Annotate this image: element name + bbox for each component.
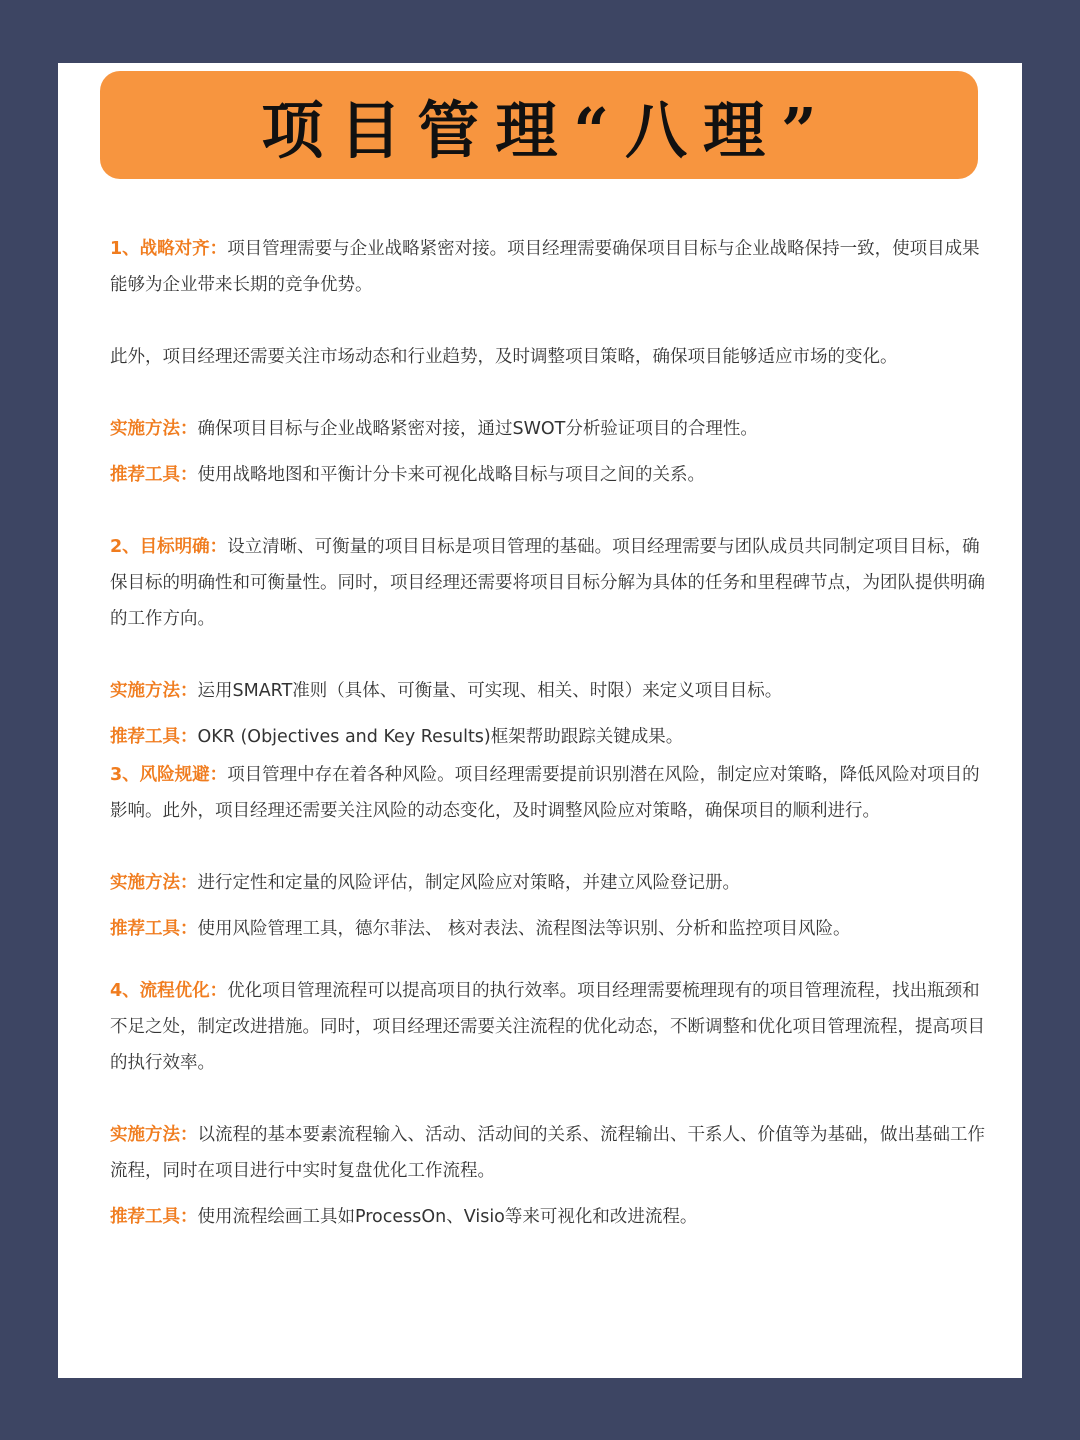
method-text: 确保项目目标与企业战略紧密对接，通过SWOT分析验证项目的合理性。 xyxy=(197,419,758,439)
section-3-intro xyxy=(110,757,988,829)
method-label: 实施方法： xyxy=(110,681,198,701)
section-3-body: 项目管理中存在着各种风险。项目经理需要提前识别潜在风险，制定应对策略，降低风险对项目的影响。此外，项目经理还需要关注风险的动态变化，及时调整风险应对策略，确保项目的顺利进行。 xyxy=(110,765,980,821)
section-1-tool xyxy=(110,457,988,493)
section-4-body: 优化项目管理流程可以提高项目的执行效率。项目经理需要梳理现有的项目管理流程，找出瓶颈和不足之处，制定改进措施。同时，项目经理还需要关注流程的优化动态，不断调整和优化项目管理流程，提高项目的执行效率。 xyxy=(110,981,985,1073)
section-1-intro xyxy=(110,231,988,303)
tool-text: OKR (Objectives and Key Results)框架帮助跟踪关键成果。 xyxy=(197,727,684,747)
section-1-method xyxy=(110,411,988,447)
section-3-method xyxy=(110,865,988,901)
section-2-heading: 2、目标明确： xyxy=(110,537,228,557)
section-2-method xyxy=(110,673,988,709)
title-banner xyxy=(100,71,978,179)
section-4-tool xyxy=(110,1199,988,1235)
section-1-body: 项目管理需要与企业战略紧密对接。项目经理需要确保项目目标与企业战略保持一致，使项目成果能够为企业带来长期的竞争优势。 xyxy=(110,239,980,295)
section-2-tool xyxy=(110,719,988,755)
method-text: 进行定性和定量的风险评估，制定风险应对策略，并建立风险登记册。 xyxy=(197,873,740,893)
method-text: 以流程的基本要素流程输入、活动、活动间的关系、流程输出、干系人、价值等为基础，做出基础工作流程，同时在项目进行中实时复盘优化工作流程。 xyxy=(110,1125,985,1181)
tool-text: 使用风险管理工具，德尔菲法、 核对表法、流程图法等识别、分析和监控项目风险。 xyxy=(197,919,851,939)
content-body xyxy=(110,231,988,1235)
method-label: 实施方法： xyxy=(110,873,198,893)
section-3-heading: 3、风险规避： xyxy=(110,765,228,785)
tool-label: 推荐工具： xyxy=(110,919,198,939)
tool-label: 推荐工具： xyxy=(110,1207,198,1227)
section-2-intro xyxy=(110,529,988,637)
method-label: 实施方法： xyxy=(110,419,198,439)
section-1-heading: 1、战略对齐： xyxy=(110,239,228,259)
tool-label: 推荐工具： xyxy=(110,727,198,747)
method-text: 运用SMART准则（具体、可衡量、可实现、相关、时限）来定义项目目标。 xyxy=(197,681,783,701)
section-2-body: 设立清晰、可衡量的项目目标是项目管理的基础。项目经理需要与团队成员共同制定项目目标，确保目标的明确性和可衡量性。同时，项目经理还需要将项目目标分解为具体的任务和里程碑节点，为团队提供明确的工作方向。 xyxy=(110,537,985,629)
section-3-tool xyxy=(110,911,988,947)
tool-text: 使用流程绘画工具如ProcessOn、Visio等来可视化和改进流程。 xyxy=(197,1207,698,1227)
method-label: 实施方法： xyxy=(110,1125,198,1145)
section-4-intro xyxy=(110,973,988,1081)
document-page xyxy=(58,63,1022,1378)
tool-text: 使用战略地图和平衡计分卡来可视化战略目标与项目之间的关系。 xyxy=(197,465,705,485)
tool-label: 推荐工具： xyxy=(110,465,198,485)
section-4-heading: 4、流程优化： xyxy=(110,981,228,1001)
section-4-method xyxy=(110,1117,988,1189)
page-title: 项目管理“八理” xyxy=(261,93,833,167)
section-1-extra: 此外，项目经理还需要关注市场动态和行业趋势，及时调整项目策略，确保项目能够适应市场的变化。 xyxy=(110,347,898,367)
